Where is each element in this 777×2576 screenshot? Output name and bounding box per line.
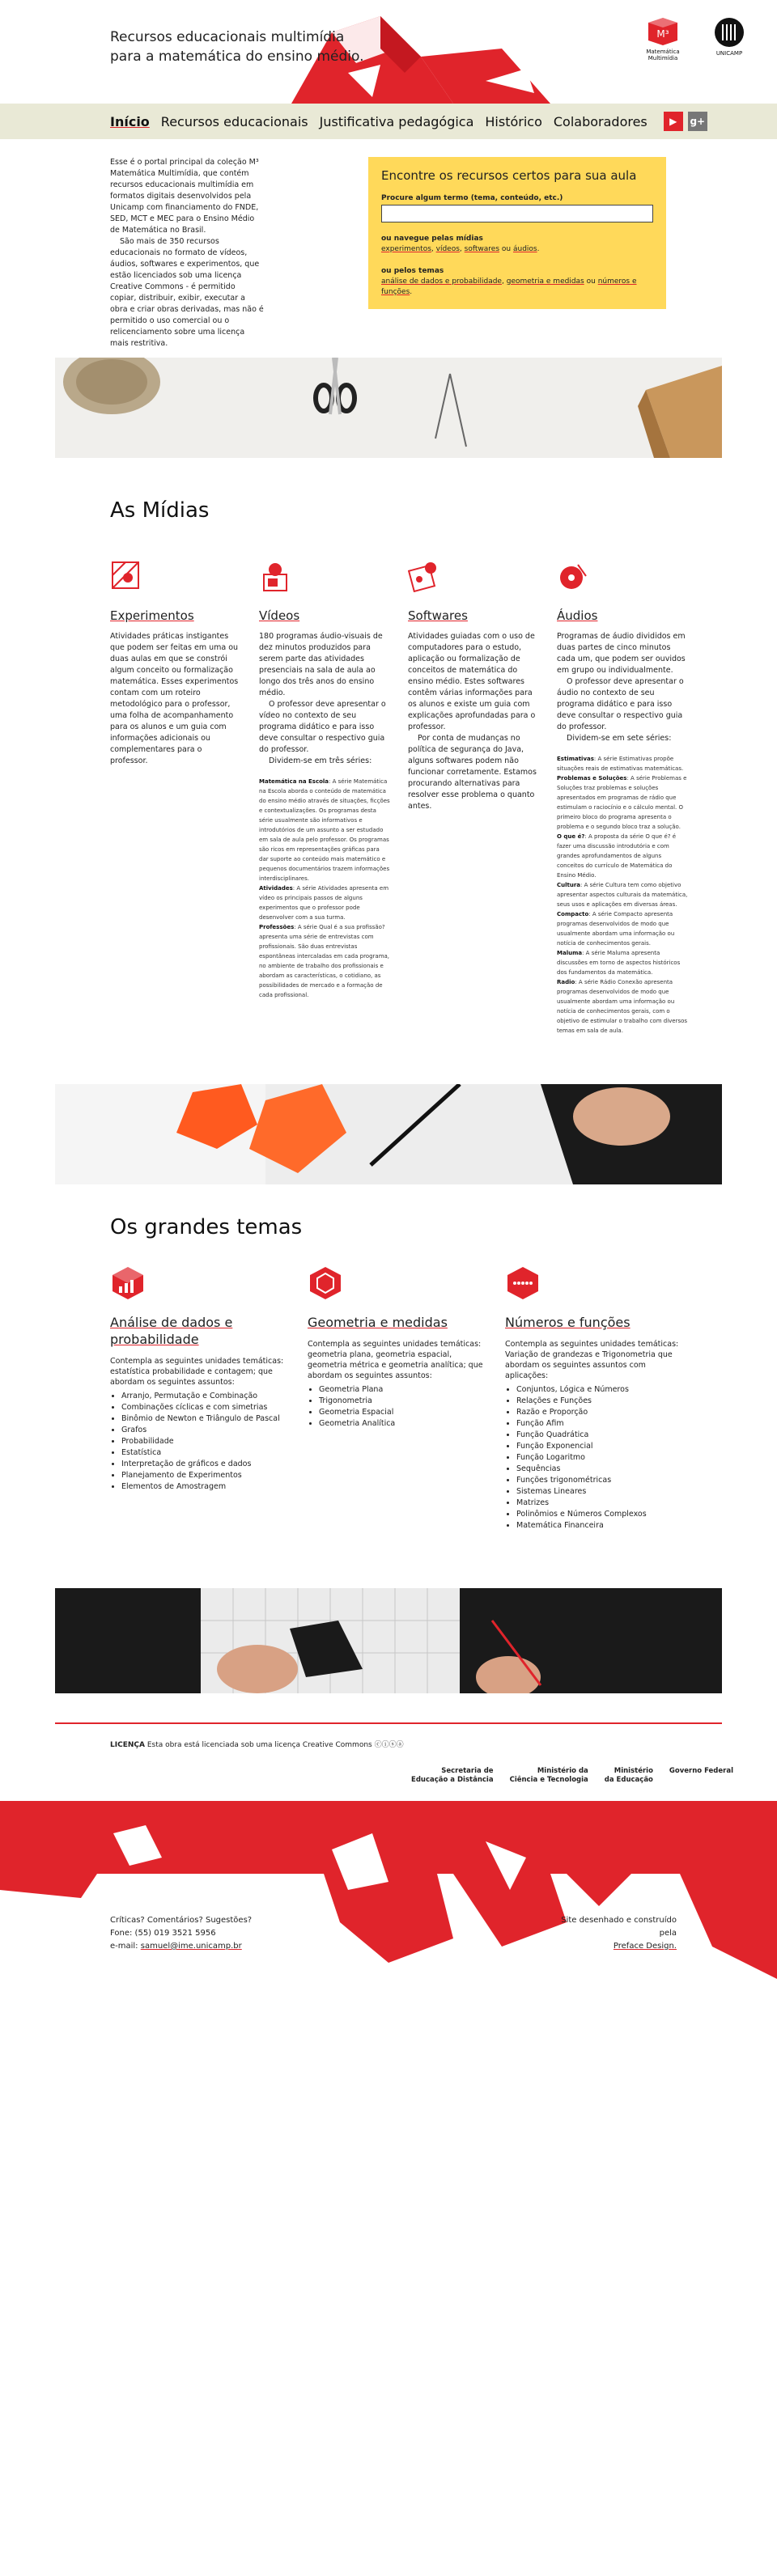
- media-column-experimentos: [110, 560, 241, 1036]
- intro-section: [0, 139, 777, 358]
- banner-photo-grid: [55, 1588, 722, 1693]
- unicamp-logo-caption: UNICAMP: [715, 50, 743, 57]
- browse-themes-label: ou pelos temas: [381, 267, 444, 275]
- theme-desc-geometria: Contempla as seguintes unidades temáticas: geometria plana, geometria espacial, geometria métrica e geometria analítica; que abordam os seguintes assuntos:: [308, 1340, 483, 1380]
- theme-column-geometria: [308, 1265, 486, 1532]
- browse-media-label: ou navegue pelas mídias: [381, 235, 483, 243]
- midias-columns: [110, 560, 777, 1036]
- design-credit: Site desenhado e construído pela Preface Design.: [561, 1916, 677, 1951]
- partner-mct[interactable]: Ministério da Ciência e Tecnologia: [509, 1767, 588, 1784]
- banner-photo-clay: [55, 1084, 722, 1184]
- m3-logo[interactable]: [636, 16, 690, 61]
- license-text: Esta obra está licenciada sob uma licença Creative Commons: [146, 1741, 372, 1749]
- media-desc-audios-1: Programas de áudio divididos em duas partes de cinco minutos cada um, que podem ser ouvidos em grupo ou individualmente.: [557, 632, 686, 675]
- nav-item-historico[interactable]: Histórico: [485, 113, 542, 129]
- banner-photo-tools: [55, 358, 722, 458]
- audio-series-list: Estimativas: A série Estimativas propõe situações reais de estimativas matemáticas. Problemas e Soluções: A série Problemas e Soluções traz problemas e soluções apresentados em programas de rádio que estimulam o raciocínio e o cálculo mental. O primeiro bloco do programa apresenta o problema e o segundo bloco traz a solução. O que é?: A proposta da série O que é? é fazer uma discussão introdutória e com grandes aprofundamentos de alguns conceitos do currículo de Matemática do Ensino Médio. Cultura: A série Cultura tem como objetivo apresentar aspectos culturais da matemática, seus usos e aplicações em diversas áreas. Compacto: A série Compacto apresenta programas desenvolvidos de modo que usualmente abordam uma informação ou notícia de conhecimentos gerais. Maluma: A série Maluma apresenta discussões em torno de aspectos históricos dos fundamentos da matemática. Radio: A série Rádio Conexão apresenta programas desenvolvidos de modo que usualmente abordam uma informação ou notícia de conhecimentos gerais, com o objetivo de estimular o trabalho com diversos temas em sala de aula.: [557, 756, 688, 1034]
- license-label: LICENÇA: [110, 1741, 145, 1749]
- media-desc-audios-3: Dividem-se em sete séries:: [567, 734, 672, 743]
- partner-sead[interactable]: Secretaria de Educação a Distância: [411, 1767, 494, 1784]
- experiment-icon: [110, 560, 147, 597]
- media-desc-videos-2: O professor deve apresentar o vídeo no contexto de seu programa didático e para isso deve consultar o respectivo guia do professor.: [259, 700, 386, 754]
- media-column-videos: [259, 560, 390, 1036]
- theme-desc-numeros: Contempla as seguintes unidades temáticas: Variação de grandezas e Trigonometria que abordam os seguintes assuntos com aplicações:: [505, 1340, 679, 1380]
- partner-mec[interactable]: Ministério da Educação: [604, 1767, 653, 1784]
- unicamp-logo[interactable]: [703, 16, 756, 61]
- search-input[interactable]: [381, 205, 653, 222]
- media-desc-softwares-2: Por conta de mudanças no política de segurança do Java, alguns softwares podem não funcionar corretamente. Estamos procurando alternativas para resolver esse problema o quanto antes.: [408, 734, 537, 811]
- nav-item-colaboradores[interactable]: Colaboradores: [553, 113, 648, 129]
- license-section: [110, 1722, 733, 1785]
- temas-section-title: Os grandes temas: [110, 1215, 303, 1239]
- theme-desc-analise: Contempla as seguintes unidades temáticas: estatística probabilidade e contagem; que abordam os seguintes assuntos:: [110, 1357, 284, 1387]
- theme-column-numeros: [505, 1265, 683, 1532]
- media-desc-experimentos: Atividades práticas instigantes que podem ser feitas em uma ou duas aulas em que se constrói algum conceito ou formalização matemática. Esses experimentos contam com um roteiro metodológico para o professor, uma folha de acompanhamento para os alunos e um guia com informações adicionais ou complementares para o professor.: [110, 632, 239, 765]
- theme-link-numeros[interactable]: números e funções: [381, 278, 637, 296]
- nav-item-inicio[interactable]: Início: [110, 113, 150, 129]
- partner-logos: [110, 1767, 733, 1785]
- creative-commons-icon[interactable]: ⓒⓘⓢⓐ: [374, 1741, 404, 1749]
- partner-governo[interactable]: Governo Federal: [669, 1767, 733, 1775]
- theme-list-geometria: • Geometria Plana • Trigonometria • Geometria Espacial • Geometria Analítica: [319, 1384, 486, 1430]
- site-header: [0, 0, 777, 104]
- license-divider: [55, 1722, 722, 1724]
- theme-list-analise: • Arranjo, Permutação e Combinação • Combinações cíclicas e com simetrias • Binômio de Newton e Triângulo de Pascal • Grafos • Probabilidade • Estatística • Interpretação de gráficos e dados • Planejamento de Experimentos • Elementos de Amostragem: [121, 1391, 288, 1493]
- contact-phone: Fone: (55) 019 3521 5956: [110, 1929, 216, 1938]
- contact-email-link[interactable]: samuel@ime.unicamp.br: [140, 1942, 242, 1951]
- svg-text:M³: M³: [656, 28, 669, 40]
- theme-link-geometria[interactable]: geometria e medidas: [506, 278, 584, 286]
- theme-title-analise[interactable]: Análise de dados e probabilidade: [110, 1315, 233, 1347]
- intro-paragraph-2: São mais de 350 recursos educacionais no formato de vídeos, áudios, softwares e experimentos, que estão licenciados sob uma licença Creative Commons - é permitido copiar, distribuir, exibir, executar a obra e criar obras derivadas, mas não é permitido o uso comercial ou o relicenciamento sobre uma licença mais restritiva.: [110, 237, 264, 348]
- theme-column-analise: [110, 1265, 288, 1532]
- search-label: Procure algum termo (tema, conteúdo, etc.): [381, 194, 563, 202]
- preface-design-link[interactable]: Preface Design.: [613, 1942, 677, 1951]
- nav-item-recursos[interactable]: Recursos educacionais: [160, 113, 308, 129]
- youtube-icon[interactable]: ▶: [664, 112, 683, 131]
- main-nav: [0, 104, 777, 139]
- media-title-softwares[interactable]: Softwares: [408, 608, 468, 623]
- theme-title-numeros[interactable]: Números e funções: [505, 1315, 631, 1330]
- media-desc-videos-3: Dividem-se em três séries:: [269, 756, 372, 765]
- media-column-audios: [557, 560, 688, 1036]
- data-analysis-icon: [110, 1265, 147, 1303]
- theme-title-geometria[interactable]: Geometria e medidas: [308, 1315, 448, 1330]
- media-desc-audios-2: O professor deve apresentar o áudio no contexto de seu programa didático e para isso deve consultar o respectivo guia do professor.: [557, 677, 684, 731]
- media-title-audios[interactable]: Áudios: [557, 608, 598, 623]
- google-plus-icon[interactable]: g+: [688, 112, 707, 131]
- temas-columns: [110, 1265, 777, 1532]
- m3-logo-icon: [645, 16, 681, 47]
- intro-paragraph-1: Esse é o portal principal da coleção M³ Matemática Multimídia, que contém recursos educacionais multimídia em formatos digitais desenvolvidos pela Unicamp com financiamento do FNDE, SED, MCT e MEC para o Ensino Médio de Matemática no Brasil.: [110, 158, 259, 235]
- media-title-videos[interactable]: Vídeos: [259, 608, 300, 623]
- search-title: Encontre os recursos certos para sua aula: [381, 168, 637, 183]
- site-title: Recursos educacionais multimídia para a matemática do ensino médio.: [110, 29, 364, 65]
- video-series-list: Matemática na Escola: A série Matemática na Escola aborda o conteúdo de matemática do ensino médio através de situações, ficções e contextualizações. Os programas desta série usualmente são informativos e introdutórios de um assunto a ser estudado em sala de aula pelo professor. Os programas são ricos em representações gráficas para dar suporte ao conteúdo mais matemático e pequenos documentários trazem informações interdisciplinares. Atividades: A série Atividades apresenta em vídeo os principais passos de alguns experimentos que o professor pode desenvolver com a sua turma. Professões: A série Qual é a sua profissão? apresenta uma série de entrevistas com profissionais. São duas entrevistas espontâneas intercaladas em cada programa, no ambiente de trabalho dos profissionais e abordam as características, o cotidiano, as possibilidades de mercado e a formação de cada profissional.: [259, 778, 390, 998]
- video-icon: [259, 560, 296, 597]
- unicamp-logo-icon: [713, 16, 745, 49]
- midias-section-title: As Mídias: [110, 498, 210, 523]
- media-link-experimentos[interactable]: experimentos: [381, 245, 431, 253]
- contact-info: Críticas? Comentários? Sugestões? Fone: (55) 019 3521 5956 e-mail: samuel@ime.unicamp.br: [110, 1916, 253, 1951]
- search-box: Encontre os recursos certos para sua aula Procure algum termo (tema, conteúdo, etc.) ou navegue pelas mídias experimentos, vídeos, softwares ou áudios. ou pelos temas análise de dados e probabilidade, geometria e medidas ou números e funções.: [368, 157, 666, 309]
- software-icon: [408, 560, 445, 597]
- audio-icon: [557, 560, 594, 597]
- intro-text: [110, 157, 264, 350]
- m3-logo-caption: Matemática Multimídia: [646, 49, 680, 61]
- nav-item-justificativa[interactable]: Justificativa pedagógica: [319, 113, 474, 129]
- media-desc-softwares-1: Atividades guiadas com o uso de computadores para o estudo, aplicação ou formalização de conceitos de matemática do ensino médio. Estes softwares contêm várias informações para os alunos e existe um guia com explicações aprofundadas para o professor.: [408, 632, 536, 731]
- numbers-icon: [505, 1265, 542, 1303]
- theme-list-numeros: • Conjuntos, Lógica e Números • Relações e Funções • Razão e Proporção • Função Afim • Função Quadrática • Função Exponencial • Função Logaritmo • Sequências • Funções trigonométricas • Sistemas Lineares • Matrizes • Polinômios e Números Complexos • Matemática Financeira: [516, 1384, 683, 1532]
- site-footer: [0, 1801, 777, 2032]
- geometry-icon: [308, 1265, 345, 1303]
- media-desc-videos-1: 180 programas áudio-visuais de dez minutos produzidos para serem parte das atividades presenciais na sala de aula ao longo dos três anos do ensino médio.: [259, 632, 383, 697]
- media-link-videos[interactable]: vídeos: [435, 245, 460, 253]
- media-column-softwares: [408, 560, 539, 1036]
- theme-link-analise[interactable]: análise de dados e probabilidade: [381, 278, 502, 286]
- media-link-audios[interactable]: áudios: [512, 245, 537, 253]
- media-link-softwares[interactable]: softwares: [464, 245, 500, 253]
- media-title-experimentos[interactable]: Experimentos: [110, 608, 194, 623]
- contact-question: Críticas? Comentários? Sugestões?: [110, 1916, 253, 1925]
